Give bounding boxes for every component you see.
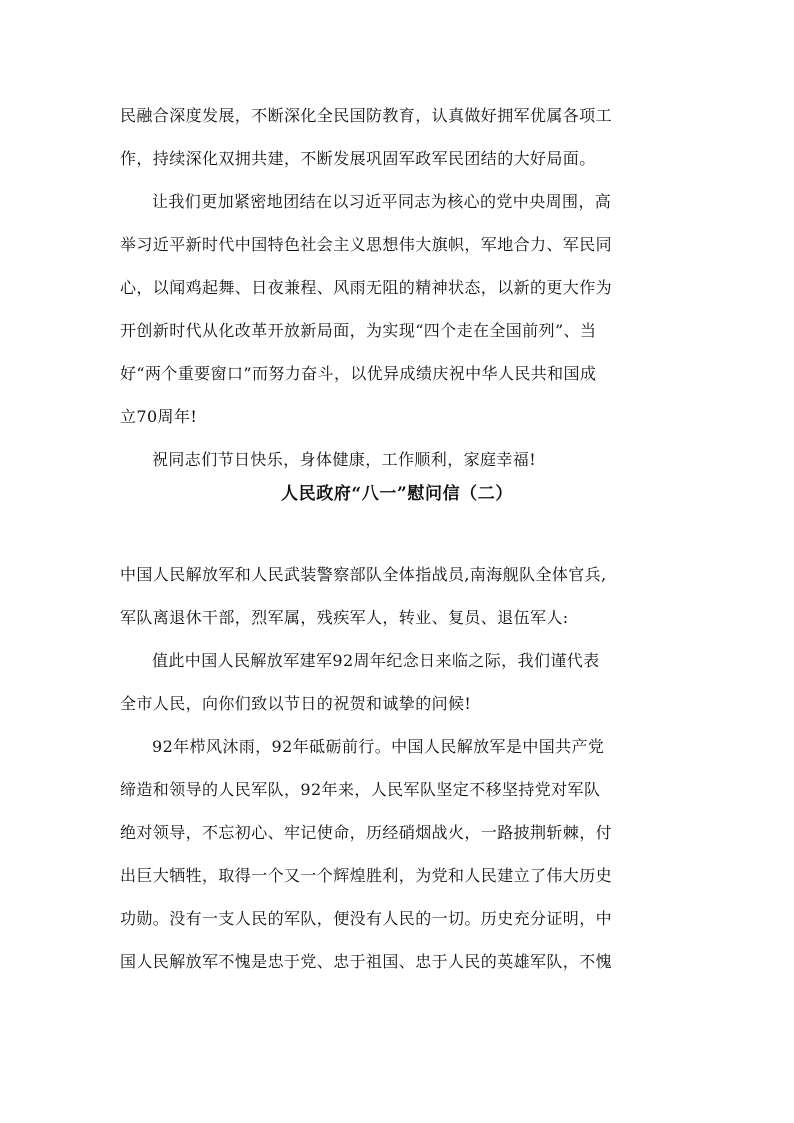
- paragraph-line: 缔造和领导的人民军队，92年来，人民军队坚定不移坚持党对军队: [120, 780, 601, 799]
- paragraph-line: 心，以闻鸡起舞、日夜兼程、风雨无阻的精神状态，以新的更大作为: [120, 278, 613, 297]
- paragraph-line: 出巨大牺牲，取得一个又一个辉煌胜利，为党和人民建立了伟大历史: [120, 866, 613, 885]
- paragraph-line: 功勋。没有一支人民的军队，便没有人民的一切。历史充分证明，中: [120, 909, 613, 928]
- paragraph-line: 绝对领导，不忘初心、牢记使命，历经硝烟战火，一路披荆斩棘，付: [120, 823, 613, 842]
- paragraph-line: 值此中国人民解放军建军92周年纪念日来临之际，我们谨代表: [152, 651, 600, 670]
- paragraph-line: 开创新时代从化改革开放新局面，为实现“四个走在全国前列”、当: [120, 321, 597, 340]
- paragraph-line: 立70周年!: [120, 407, 198, 426]
- paragraph-line: 好“两个重要窗口”而努力奋斗，以优异成绩庆祝中华人民共和国成: [120, 364, 597, 383]
- paragraph-line: 作，持续深化双拥共建，不断发展巩固军政军民团结的大好局面。: [120, 149, 596, 168]
- paragraph-line: 祝同志们节日快乐，身体健康，工作顺利，家庭幸福!: [152, 450, 537, 469]
- paragraph-line: 让我们更加紧密地团结在以习近平同志为核心的党中央周围，高: [152, 192, 612, 211]
- paragraph-line: 军队离退休干部，烈军属，残疾军人，转业、复员、退伍军人:: [120, 608, 569, 627]
- paragraph-line: 中国人民解放军和人民武装警察部队全体指战员,南海舰队全体官兵,: [120, 565, 607, 584]
- paragraph-line: 国人民解放军不愧是忠于党、忠于祖国、忠于人民的英雄军队，不愧: [120, 952, 613, 971]
- paragraph-line: 民融合深度发展，不断深化全民国防教育，认真做好拥军优属各项工: [120, 106, 613, 125]
- paragraph-line: 全市人民，向你们致以节日的祝贺和诚挚的问候!: [120, 694, 472, 713]
- paragraph-line: 举习近平新时代中国特色社会主义思想伟大旗帜，军地合力、军民同: [120, 235, 613, 254]
- letter-title: 人民政府“八一”慰问信（二）: [281, 484, 513, 504]
- paragraph-line: 92年栉风沐雨，92年砥砺前行。中国人民解放军是中国共产党: [152, 737, 605, 756]
